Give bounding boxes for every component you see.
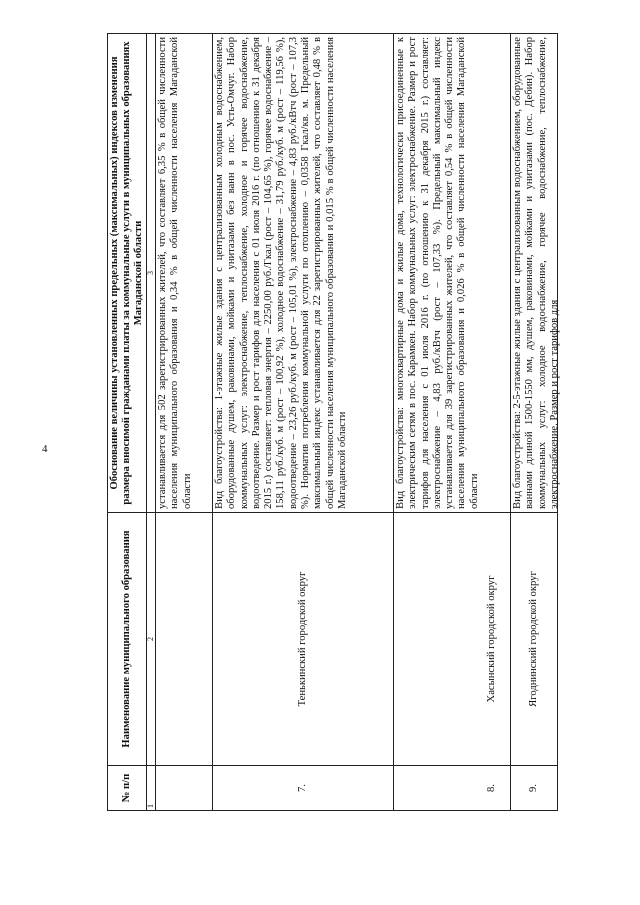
row-municipality: Ягоднинский городской округ [511,513,558,766]
row-num: 7. [213,766,394,811]
header-num: № п/п [108,766,147,811]
column-number-row [147,34,156,811]
table-header-row [108,34,147,811]
tariff-index-table [107,33,558,811]
row-justification: Вид благоустройства: 2-5-этажные жилые здания с централизованным водоснабжением, оборудованные ваннами длиной 1500-1550 мм, душем, раковинами, мойками и унитазами (пос. Дебин). Набор коммунальных услуг: холодное водоснабжение, горячее водоснабжение, теплоснабжение, электроснабжение. Размер и рост тарифов для [512,37,560,509]
header-justification: Обоснование величины установленных предельных (максимальных) индексов изменения размера вносимой гражданами платы за коммунальные услуги в муниципальных образованиях Магаданской области [108,34,147,513]
row-justification: устанавливается для 502 зарегистрированных жителей, что составляет 6,35 % в общей численности населения муниципального образования и 0,34 % в общей численности населения Магаданской области [156,34,213,513]
page-number: 4 [42,443,48,455]
row-justification-cell [511,34,558,513]
header-name: Наименование муниципального образования [108,513,147,766]
row-justification: Вид благоустройства: многоквартирные дома и жилые дома, технологически присоединенные к электрическим сетям в пос. Карамкен. Набор коммунальных услуг: электроснабжение. Размер и рост тарифов для населения с 01 июля 2016 г. (по отношению к 31 декабря 2015 г.) составляет: электроснабжение – 4,83 руб./кВтч (рост – 107,33 %). Предельный максимальный индекс устанавливается для 39 зарегистрированных жителей, что составляет 0,54 % в общей численности населения муниципального образования и 0,026 % в общей численности населения Магаданской области [394,34,511,513]
row-municipality: Тенькинский городской округ [213,513,394,766]
row-municipality: Хасынский городской округ [394,513,511,766]
row-justification: Вид благоустройства: 1-этажные жилые здания с централизованным холодным водоснабжением, оборудованные душем, раковинами, мойками и унитазами без ванн в пос. Усть-Омчуг. Набор коммунальных услуг: электроснабжение, теплоснабжение, холодное и горячее водоснабжение, водоотведение. Размер и рост тарифов для населения с 01 июля 2016 г. (по отношению к 31 декабря 2015 г.) составляет: тепловая энергия – 2250,00 руб./Гкал (рост – 104,65 %), горячее водоснабжение – 158,11 руб./куб. м (рост – 100,92 %), холодное водоснабжение – 31,79 руб./куб. м (рост – 119,56 %), водоотведение – 23,26 руб./куб. м (рост – 105,01 %), электроснабжение – 4,83 руб./кВтч (рост – 107,3 %). Норматив потребления коммунальной услуги по отоплению – 0,0358 Гкал/кв. м. Предельный максимальный индекс устанавливается для 22 зарегистрированных жителей, что составляет 0,48 % в общей численности населения муниципального образования и 0,015 % в общей численности населения Магаданской области [213,34,394,513]
column-number: 2 [147,513,156,766]
table-row [156,34,213,811]
table-row [394,34,511,811]
row-num [156,766,213,811]
row-num: 9. [511,766,558,811]
rotated-table-wrapper [107,37,560,811]
table-row [213,34,394,811]
row-num: 8. [394,766,511,811]
table-row [511,34,558,811]
row-municipality [156,513,213,766]
column-number: 3 [147,34,156,513]
column-number: 1 [147,766,156,811]
